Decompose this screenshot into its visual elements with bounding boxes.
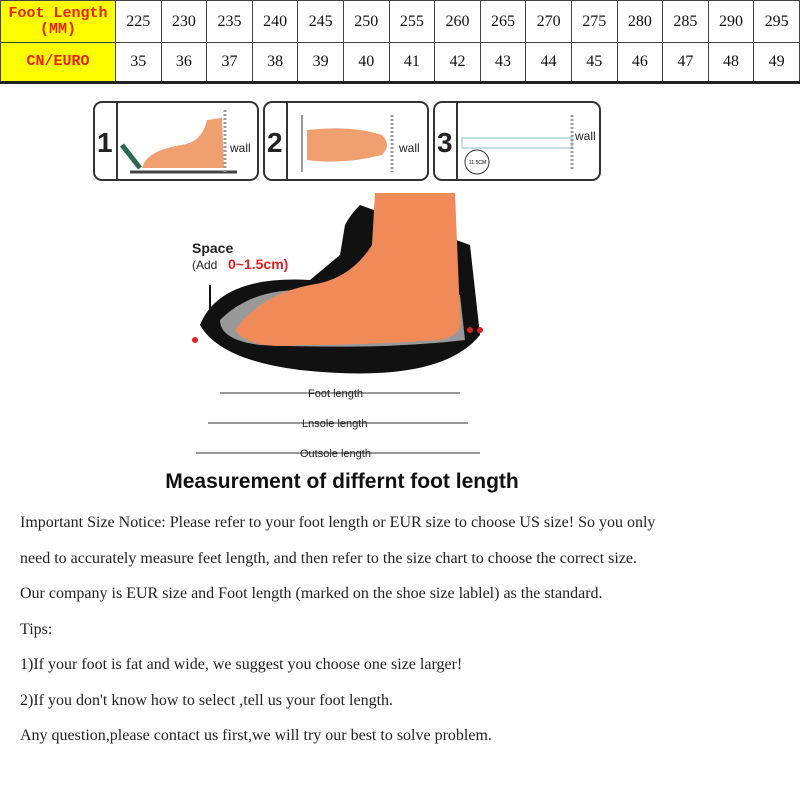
svg-text:0~1.5cm): 0~1.5cm) — [228, 256, 289, 272]
foot-length-cell: 280 — [617, 1, 663, 43]
foot-length-cell: 255 — [389, 1, 435, 43]
outsole-length-label: Outsole length — [300, 448, 371, 460]
svg-text:wall: wall — [575, 129, 596, 143]
svg-text:Space: Space — [192, 240, 234, 256]
cn-euro-row — [1, 43, 800, 83]
cn-euro-cell: 38 — [252, 43, 298, 83]
notice-line: Our company is EUR size and Foot length (marked on the shoe size lablel) as the standard. — [20, 585, 603, 602]
step-2-panel — [264, 102, 428, 180]
notice-line: 2)If you don't know how to select ,tell us your foot length. — [20, 691, 394, 709]
svg-text:3: 3 — [437, 127, 453, 158]
foot-length-cell: 260 — [435, 1, 481, 43]
measurement-steps — [92, 100, 604, 184]
svg-text:wall: wall — [230, 141, 251, 155]
cn-euro-cell: 47 — [663, 43, 709, 83]
cn-euro-cell: 46 — [617, 43, 663, 83]
cn-euro-header: CN/EURO — [1, 43, 116, 83]
size-notice — [20, 508, 790, 757]
svg-text:wall: wall — [399, 141, 420, 155]
foot-length-cell: 235 — [207, 1, 253, 43]
cn-euro-cell: 45 — [571, 43, 617, 83]
foot-length-cell: 265 — [480, 1, 526, 43]
svg-text:1: 1 — [97, 127, 113, 158]
unit-label: (MM) — [39, 20, 76, 38]
diagram-caption: Measurement of differnt foot length — [165, 470, 519, 493]
foot-length-label: Foot length — [308, 388, 364, 400]
notice-line: Tips: — [20, 620, 53, 638]
cn-euro-cell: 36 — [161, 43, 207, 83]
cn-euro-cell: 49 — [754, 43, 800, 83]
foot-length-cell: 240 — [252, 1, 298, 43]
notice-line: 1)If your foot is fat and wide, we suggest you choose one size larger! — [20, 656, 463, 673]
foot-length-cell: 245 — [298, 1, 344, 43]
cn-euro-cell: 42 — [435, 43, 481, 83]
cn-euro-cell: 35 — [116, 43, 162, 83]
foot-length-row — [1, 1, 800, 43]
notice-line: Important Size Notice: Please refer to your foot length or EUR size to choose US size! So you only — [20, 514, 656, 531]
svg-text:(Add: (Add — [192, 258, 218, 272]
insole-length-label: Lnsole length — [302, 418, 368, 430]
svg-text:2: 2 — [267, 127, 283, 158]
step-1-panel — [94, 102, 258, 180]
cn-euro-cell: 41 — [389, 43, 435, 83]
cn-euro-cell: 40 — [343, 43, 389, 83]
foot-length-cell: 230 — [161, 1, 207, 43]
foot-length-label: Foot Length — [8, 4, 108, 22]
size-chart-table — [0, 0, 800, 84]
cn-euro-cell: 44 — [526, 43, 572, 83]
foot-length-cell: 225 — [116, 1, 162, 43]
foot-length-cell: 250 — [343, 1, 389, 43]
svg-text:11.5CM: 11.5CM — [469, 160, 487, 166]
step-3-panel — [434, 102, 600, 180]
foot-length-cell: 270 — [526, 1, 572, 43]
cn-euro-cell: 39 — [298, 43, 344, 83]
foot-length-cell: 295 — [754, 1, 800, 43]
notice-line: need to accurately measure feet length, and then refer to the size chart to choose the correct size. — [20, 549, 638, 567]
notice-line: Any question,please contact us first,we will try our best to solve problem. — [20, 727, 492, 744]
foot-length-cell: 290 — [708, 1, 754, 43]
cn-euro-cell: 48 — [708, 43, 754, 83]
cn-euro-cell: 43 — [480, 43, 526, 83]
foot-length-cell: 285 — [663, 1, 709, 43]
foot-length-header — [1, 1, 116, 43]
cn-euro-cell: 37 — [207, 43, 253, 83]
foot-length-cell: 275 — [571, 1, 617, 43]
foot-measurement-diagram — [180, 185, 500, 465]
